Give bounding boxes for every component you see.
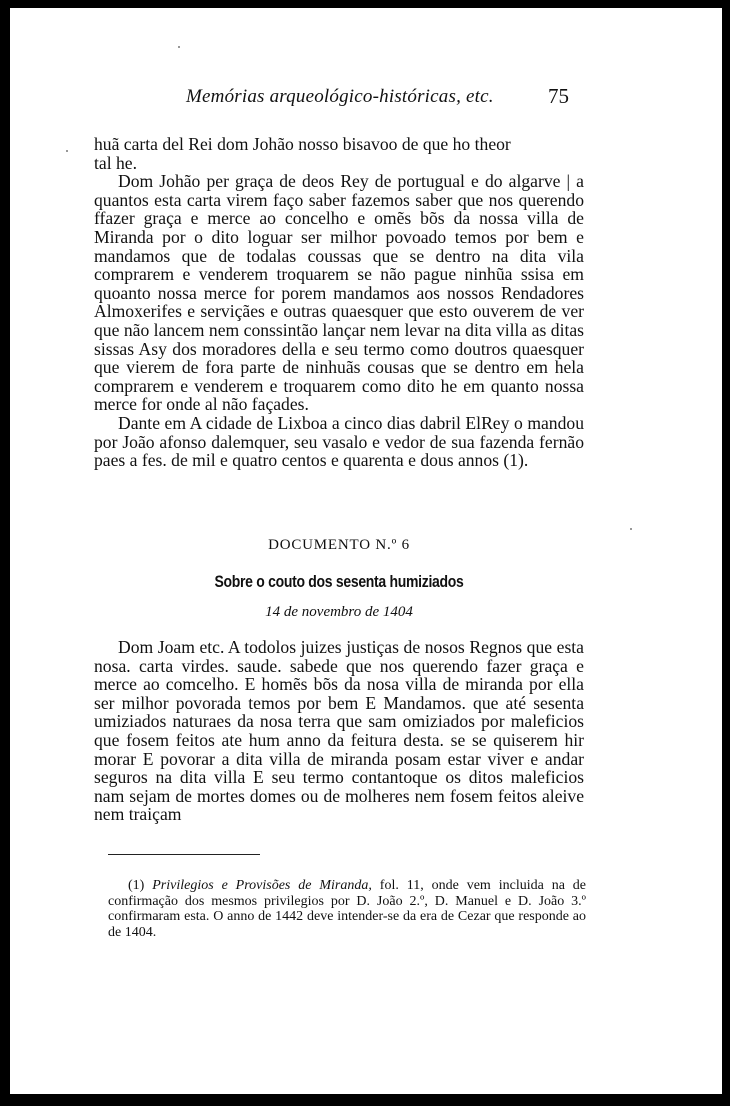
- paper-speck: [178, 46, 180, 48]
- document-date: 14 de novembro de 1404: [265, 604, 413, 620]
- charter-closing-paragraph: Dante em A cidade de Lixboa a cinco dias dabril ElRey o mandou por João afonso dalemquer, seu vasalo e vedor de sua fazenda fernão paes a fes. de mil e quatro centos e quarenta e dous annos (1).: [94, 412, 584, 471]
- text-line: tal he.: [94, 152, 137, 173]
- text-line: huã carta del Rei dom Johão nosso bisavoo de que ho theor: [94, 134, 511, 154]
- document-paragraph: Dom Joam etc. A todolos juizes justiças de nosos Regnos que esta nosa. carta virdes. saude. sabede que nos querendo fazer graça e merce ao comcelho. E homẽs bõs da nosa villa de miranda por ella ser milhor povorada temos por bem E Mandamos. que até sesenta umiziados naturaes da nosa terra que sam omiziados por maleficios que fosem feitos ate hum anno da feitura desta. se se quiserem hir morar E povorar a dita villa de miranda posam estar viver e andar seguros na dita villa E seu termo contantoque os ditos maleficios nam sejam de mortes domes ou de molheres nem fosem feitos aleive nem traiçam: [94, 637, 584, 825]
- paper-speck: [630, 528, 632, 530]
- paper-speck: [66, 150, 68, 152]
- footnote-divider: [108, 854, 260, 855]
- document-subtitle: Sobre o couto dos sesenta humiziados: [214, 571, 464, 591]
- charter-paragraph: Dom Johão per graça de deos Rey de portugual e do algarve | a quantos esta carta virem faço saber fazemos saber que nos querendo ffazer graça e merce ao concelho e omẽs bõs da nossa villa de Miranda por o dito loguar ser milhor povoado temos por bem e mandamos que de todalas coussas que se dentro na dita vila comprarem e venderem troquarem se não pague ninhũa ssisa em quoanto nossa merce for porem mandamos aos nossos Rendadores Almoxerifes e serviçães e outras quaesquer que esto ouverem de ver que não lancem nem conssintão lançar nem levar na dita villa as ditas sissas Asy dos moradores della e seu termo como doutros quaesquer que vierem de fora parte de ninhuãs cousas que se dentro em hela comprarem e venderem e troquarem como dito he em quanto nossa merce for onde al não façades.: [94, 171, 584, 415]
- document-6-text: [94, 638, 584, 824]
- running-title: Memórias arqueológico-históricas, etc.: [186, 86, 494, 107]
- page-number: 75: [548, 84, 569, 108]
- footnote: [108, 878, 586, 940]
- footnote-text: fol. 11, onde vem incluida na de confirmação dos mesmos privilegios por D. João 2.º, D. Manuel e D. João 3.º confirmaram esta. O anno de 1442 deve intender-se da era de Cezar que responde ao de 1404.: [108, 878, 587, 940]
- footnote-marker: (1): [128, 878, 145, 893]
- footnote-source-title: Privilegios e Provisões de Miranda,: [152, 878, 372, 893]
- book-page: [10, 8, 722, 1094]
- document-heading: DOCUMENTO N.º 6: [268, 537, 410, 553]
- previous-document-text: [94, 135, 584, 470]
- page-header: [10, 86, 722, 116]
